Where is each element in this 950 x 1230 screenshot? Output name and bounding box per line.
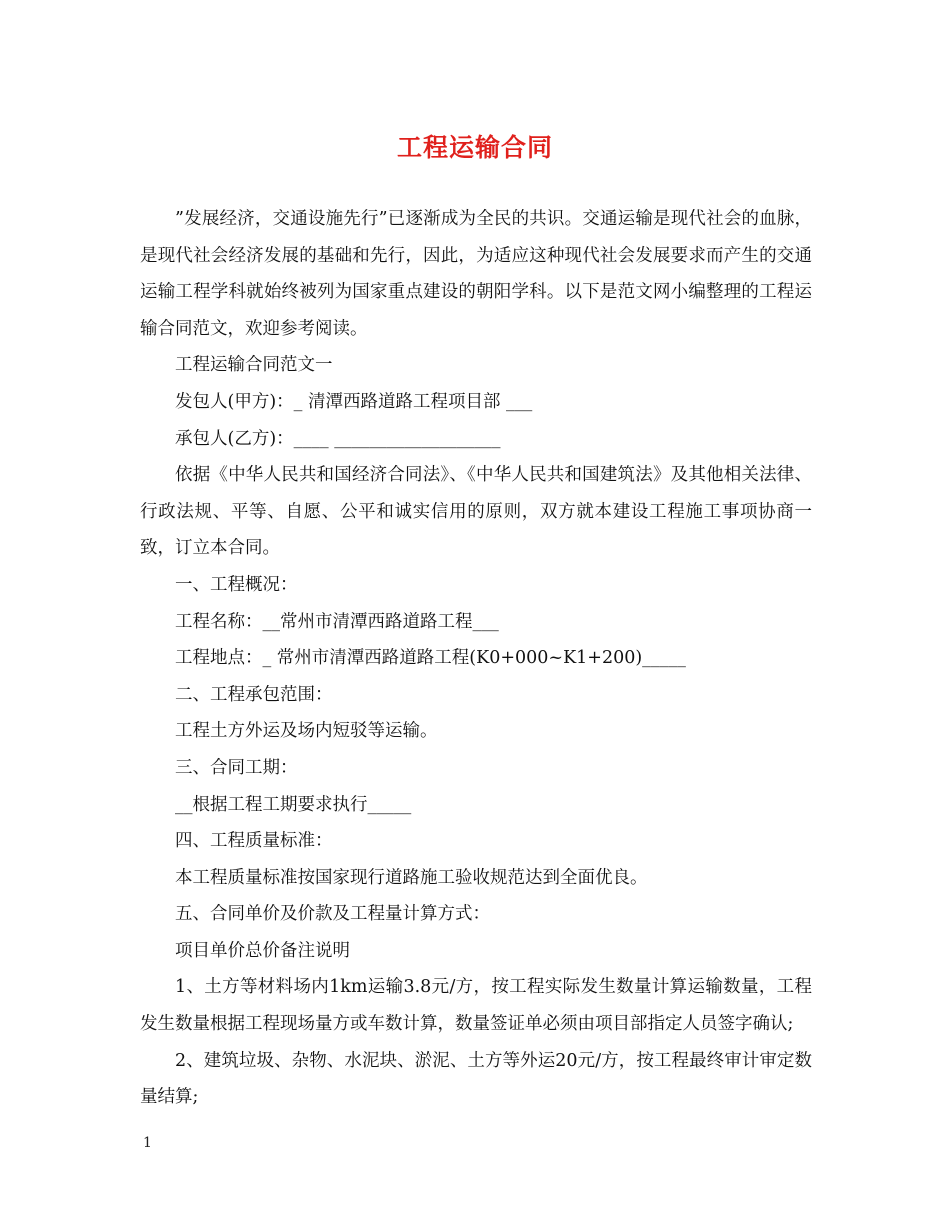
pricing-table-header: 项目单价总价备注说明: [175, 940, 350, 961]
document-title: 工程运输合同: [396, 133, 553, 162]
sample-heading: 工程运输合同范文一: [175, 355, 333, 376]
intro-paragraph: ”发展经济，交通设施先行”已逐渐成为全民的共识。交通运输是现代社会的血脉，是现代社会经济发展的基础和先行，因此，为适应这种现代社会发展要求而产生的交通运输工程学科就始终被列为国家重点建设的朝阳学科。以下是范文网小编整理的工程运输合同范文，欢迎参考阅读。: [140, 209, 812, 339]
legal-basis-paragraph: 依据《中华人民共和国经济合同法》、《中华人民共和国建筑法》及其他相关法律、行政法规、平等、自愿、公平和诚实信用的原则，双方就本建设工程施工事项协商一致，订立本合同。: [140, 465, 812, 559]
party-b-line: 承包人(乙方)：____ ___________________: [175, 428, 501, 449]
project-location-line: 工程地点：_ 常州市清潭西路道路工程(K0+000~K1+200)_____: [175, 648, 686, 669]
section-heading-scope: 二、工程承包范围：: [175, 684, 333, 705]
section-heading-duration: 三、合同工期：: [175, 757, 298, 778]
pricing-item-1: 1、土方等材料场内1km运输3.8元/方，按工程实际发生数量计算运输数量，工程发生数量根据工程现场量方或车数计算，数量签证单必须由项目部指定人员签字确认;: [140, 977, 812, 1035]
project-name-line: 工程名称：__常州市清潭西路道路工程___: [175, 611, 499, 632]
section-heading-pricing: 五、合同单价及价款及工程量计算方式：: [175, 904, 490, 925]
duration-line: __根据工程工期要求执行_____: [175, 794, 412, 815]
section-heading-quality: 四、工程质量标准：: [175, 831, 333, 852]
document-body: [140, 201, 812, 1116]
pricing-item-2: 2、建筑垃圾、杂物、水泥块、淤泥、土方等外运20元/方，按工程最终审计审定数量结算;: [140, 1050, 812, 1108]
section-heading-overview: 一、工程概况：: [175, 574, 298, 595]
quality-line: 本工程质量标准按国家现行道路施工验收规范达到全面优良。: [175, 867, 648, 888]
party-a-line: 发包人(甲方)：_ 清潭西路道路工程项目部 ___: [175, 391, 533, 412]
page-number: 1: [143, 1135, 152, 1151]
scope-line: 工程土方外运及场内短驳等运输。: [175, 721, 438, 742]
